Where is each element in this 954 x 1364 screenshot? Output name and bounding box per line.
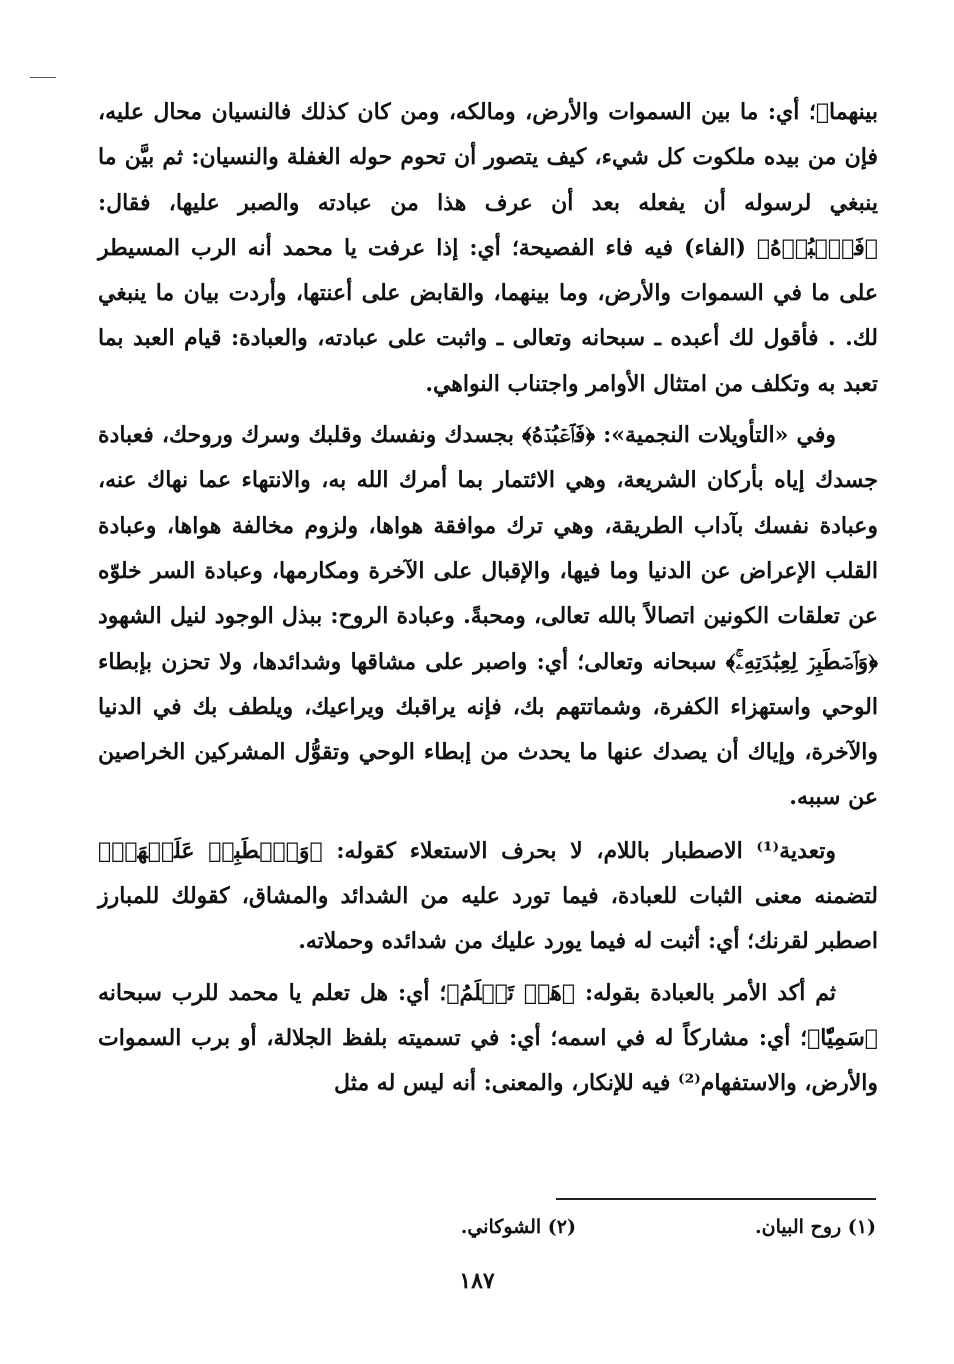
footnote-2: (٢) الشوكاني. [460, 1216, 576, 1238]
paragraph-4: ثم أكد الأمر بالعبادة بقوله: ﴿هَلۡ تَعۡلَمُ﴾؛ أي: هل تعلم يا محمد للرب سبحانه ﴿سَمِيّٗا﴾؛ أي: مشاركاً له في اسمه؛ أي: في تسميته بلفظ الجلالة، أو برب السموات والأرض، والاستفهام⁽²⁾ فيه للإنكار، والمعنى: أنه ليس له مثل [98, 979, 878, 1097]
footnotes [300, 1216, 876, 1238]
margin-mark [30, 77, 56, 78]
footnote-divider [556, 1198, 876, 1200]
page-number: ١٨٧ [459, 1268, 495, 1294]
paragraph-3: وتعدية⁽¹⁾ الاصطبار باللام، لا بحرف الاستعلاء كقوله: ﴿وَٱصۡطَبِرۡ عَلَيۡهَاۖ﴾ لتضمنه معنى الثبات للعبادة، فيما تورد عليه من الشدائد والمشاق، كقولك للمبارز اصطبر لقرنك؛ أي: أثبت له فيما يورد عليك من شدائده وحملاته. [98, 837, 878, 955]
page-body [98, 90, 878, 1107]
footnote-1: (١) روح البيان. [755, 1216, 876, 1238]
paragraph-2: وفي «التأويلات النجمية»: ﴿فَٱعۡبُدۡهُ﴾ بجسدك ونفسك وقلبك وسرك وروحك، فعبادة جسدك إياه بأركان الشريعة، وهي الائتمار بما أمرك الله به، والانتهاء عما نهاك عنه، وعبادة نفسك بآداب الطريقة، وهي ترك موافقة هواها، ولزوم مخالفة هواها، وعبادة القلب الإعراض عن الدنيا وما فيها، والإقبال على الآخرة ومكارمها، وعبادة السر خلوّه عن تعلقات الكونين اتصالاً بالله تعالى، ومحبةً. وعبادة الروح: ببذل الوجود لنيل الشهود ﴿وَٱصۡطَبِرۡ لِعِبَٰدَتِهِۦۚ﴾ سبحانه وتعالى؛ أي: واصبر على مشاقها وشدائدها، ولا تحزن بإبطاء الوحي واستهزاء الكفرة، وشماتتهم بك، فإنه يراقبك ويراعيك، ويلطف بك في الدنيا والآخرة، وإياك أن يصدك عنها ما يحدث من إبطاء الوحي وتقوُّل المشركين الخراصين عن سببه. [98, 422, 878, 811]
paragraph-1: بينهما﴾؛ أي: ما بين السموات والأرض، ومالكه، ومن كان كذلك فالنسيان محال عليه، فإن من بيده ملكوت كل شيء، كيف يتصور أن تحوم حوله الغفلة والنسيان: ثم بيَّن ما ينبغي لرسوله أن يفعله بعد أن عرف هذا من عبادته والصبر عليها، فقال: ﴿فَٱعۡبُدۡهُ﴾ (الفاء) فيه فاء الفصيحة؛ أي: إذا عرفت يا محمد أنه الرب المسيطر على ما في السموات والأرض، وما بينهما، والقابض على أعنتها، وأردت بيان ما ينبغي لك. . فأقول لك أعبده ـ سبحانه وتعالى ـ واثبت على عبادته، والعبادة: قيام العبد بما تعبد به وتكلف من امتثال الأوامر واجتناب النواهي. [98, 99, 878, 397]
